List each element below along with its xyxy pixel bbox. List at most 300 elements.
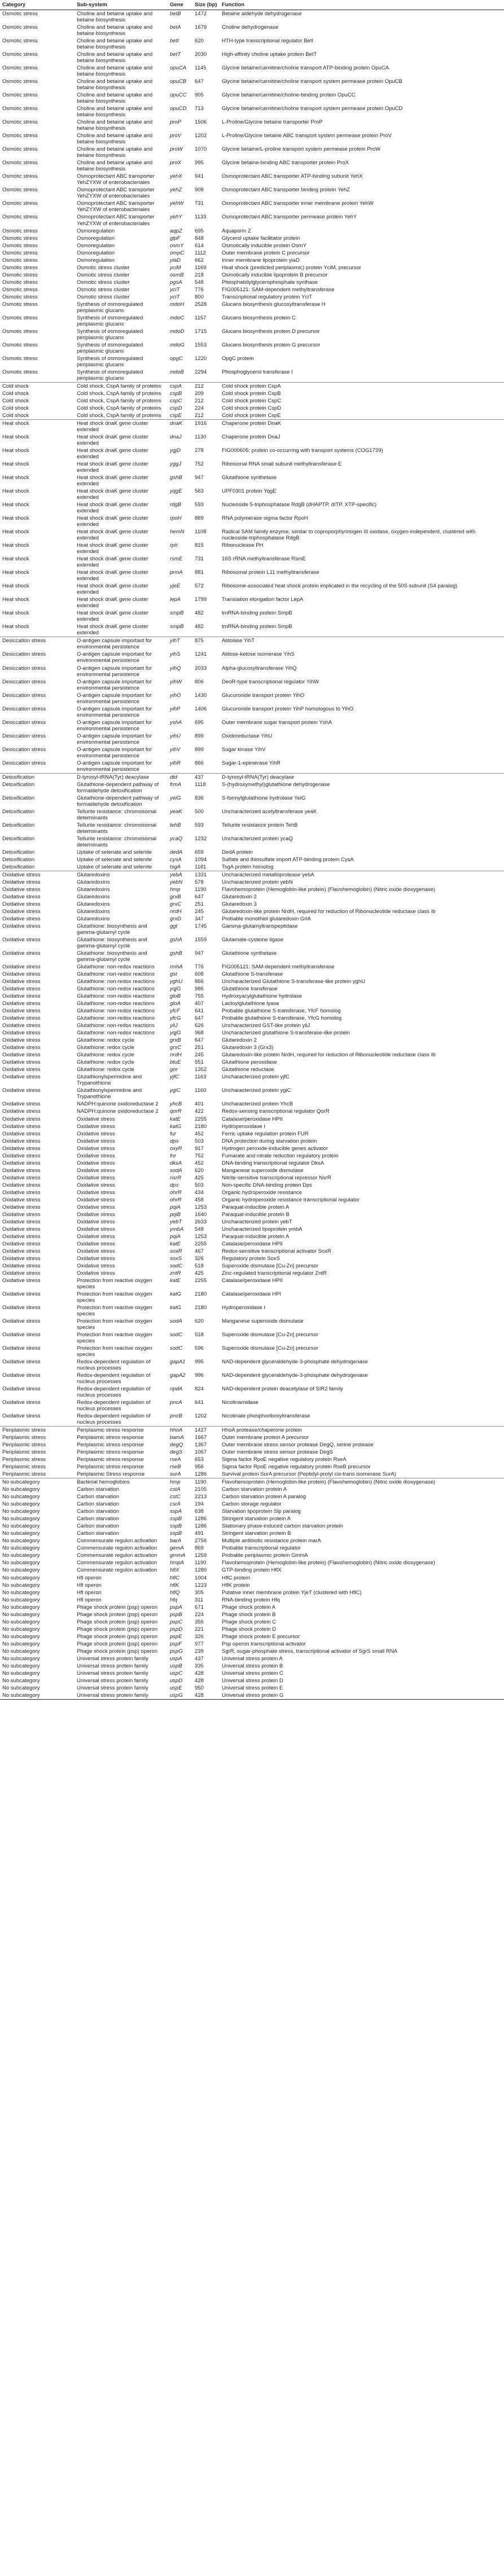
cell-function: Carbon storage regulator [222, 1501, 282, 1508]
cell-size: 251 [195, 1045, 204, 1051]
cell-subsystem: Carbon starvation [77, 1530, 119, 1537]
cell-function: Glucuronide transport protein YihP homologous to YihO [222, 705, 354, 712]
cell-subsystem: Osmotic stress cluster [77, 293, 130, 300]
cell-subsystem: O-antigen capsule important for environmental persistence [77, 705, 152, 718]
cell-size: 437 [195, 1655, 204, 1662]
table-row [0, 24, 504, 37]
cell-function: Glycine betaine/carnitine/choline transport system permease protein OpuCD [222, 106, 403, 112]
table-row [0, 1604, 504, 1611]
cell-subsystem: Hfl operon [77, 1582, 102, 1588]
cell-category: No subcategory [2, 1567, 40, 1574]
table-row [0, 293, 504, 301]
cell-function: Uncharacterized protein yjfC [222, 1074, 290, 1081]
cell-subsystem: Oxidative stress [77, 1204, 115, 1210]
cell-function: D-tyrosyl-tRNA(Tyr) deacylase [220, 773, 504, 781]
cell-function: Organic hydroperoxide resistance [222, 1189, 303, 1196]
cell-size: 1259 [195, 1552, 207, 1559]
table-row [0, 637, 504, 651]
cell-subsystem: Oxidative stress [77, 1248, 115, 1254]
cell-function: Outer membrane protein C precursor [222, 249, 310, 256]
cell-gene: uspC [170, 1670, 183, 1677]
cell-function: Outer membrane stress sensor protease DegQ, serine protease [222, 1442, 374, 1449]
cell-category: Heat shock [2, 447, 29, 454]
cell-gene: qorR [170, 1108, 182, 1115]
cell-size: 428 [192, 1692, 220, 1700]
cell-category: Oxidative stress [2, 1399, 41, 1406]
cell-function: Stringent starvation protein A [222, 1516, 291, 1522]
cell-category: Oxidative stress [2, 916, 41, 923]
cell-function: Universal stress protein B [222, 1662, 283, 1669]
cell-function: Tellurite resistance protein TehB [222, 822, 298, 828]
cell-category: Oxidative stress [2, 986, 41, 993]
table-row [0, 286, 504, 293]
table-row [0, 1145, 504, 1152]
cell-subsystem: Choline and betaine uptake and betaine biosynthesis [77, 38, 153, 51]
cell-size: 881 [195, 569, 204, 576]
cell-function: Osmotically inducible protein OsmY [222, 242, 306, 249]
cell-size: 1286 [195, 1516, 207, 1522]
cell-size: 356 [195, 1618, 204, 1625]
table-row [0, 528, 504, 542]
cell-subsystem: Cold shock, CspA family of proteins [77, 397, 161, 404]
cell-category: Oxidative stress [2, 1182, 41, 1188]
cell-function: Ribonuclease PH [222, 542, 264, 549]
cell-subsystem: Synthesis of osmoregulated periplasmic glucans [77, 301, 143, 314]
cell-function: L-Proline/Glycine betaine ABC transport system permease protein ProV [222, 133, 392, 139]
table-row [0, 1160, 504, 1167]
cell-category: No subcategory [2, 1648, 40, 1655]
cell-gene: mdoC [170, 314, 185, 321]
table-row [0, 1204, 504, 1211]
cell-category: Periplasmic stress [2, 1449, 46, 1456]
cell-subsystem: Heat shock dnaK gene cluster extended [77, 447, 148, 460]
cell-size: 212 [195, 412, 204, 419]
cell-category: Cold shock [2, 397, 29, 404]
cell-size: 1406 [195, 705, 207, 712]
cell-gene: dksA [170, 1160, 182, 1166]
cell-subsystem: Heat shock dnaK gene cluster extended [77, 515, 148, 528]
cell-category: No subcategory [2, 1589, 40, 1596]
cell-category: No subcategory [2, 1640, 40, 1647]
cell-subsystem: Carbon starvation [77, 1523, 119, 1530]
cell-gene: pspE [170, 1633, 182, 1640]
cell-category: Desiccation stress [2, 651, 46, 658]
cell-size: 245 [195, 1052, 204, 1059]
cell-subsystem: Hfl operon [77, 1574, 102, 1581]
cell-subsystem: Choline and betaine uptake and betaine biosynthesis [77, 78, 153, 91]
cell-function: Sugar-1-epimerase YihR [222, 760, 281, 766]
table-row [0, 328, 504, 341]
cell-size: 482 [195, 610, 204, 617]
table-row [0, 1270, 504, 1277]
cell-function: Multiple antibiotic resistance protein marA [222, 1538, 321, 1544]
cell-category: Desiccation stress [2, 746, 46, 753]
cell-category: Heat shock [2, 596, 29, 603]
table-row [0, 856, 504, 863]
cell-gene: proP [170, 119, 182, 126]
table-row [0, 1044, 504, 1051]
cell-category: Oxidative stress [2, 1218, 41, 1225]
cell-function: Osmoprotectant ABC transporter inner membrane protein YehW [222, 200, 374, 207]
cell-function: Glutathione peroxidase [222, 1059, 277, 1066]
cell-category: Heat shock [2, 542, 29, 549]
table-row [0, 64, 504, 78]
cell-subsystem: Choline and betaine uptake and betaine biosynthesis [77, 133, 153, 146]
cell-gene: gor [170, 1067, 178, 1073]
cell-category: No subcategory [2, 1560, 40, 1566]
cell-subsystem: Redox-dependent regulation of nucleus processes [77, 1359, 151, 1372]
table-row [0, 186, 504, 200]
cell-function: Glycine betaine-binding ABC transporter protein ProX [222, 160, 349, 166]
cell-category: Osmotic stress [2, 11, 38, 17]
cell-size: 1472 [195, 11, 207, 17]
cell-subsystem: Synthesis of osmoregulated periplasmic glucans [77, 314, 143, 327]
cell-gene: yfcF [170, 1008, 180, 1015]
table-row [0, 582, 504, 596]
table-row [0, 1331, 504, 1345]
header-size: Size (bp) [192, 0, 220, 10]
cell-category: Oxidative stress [2, 1045, 41, 1051]
cell-subsystem: Periplasmic stress response [77, 1434, 144, 1441]
cell-gene: cspA [168, 382, 192, 390]
cell-category: Oxidative stress [2, 971, 41, 978]
cell-function: Phosphatidylglycerophosphate synthase [222, 279, 318, 286]
cell-size: 467 [195, 1248, 204, 1254]
cell-subsystem: Glutathione: biosynthesis and gamma-glutamyl cycle [77, 937, 147, 950]
cell-size: 1352 [195, 1067, 207, 1073]
cell-size: 956 [195, 1464, 204, 1471]
cell-subsystem: Protection from reactive oxygen species [77, 1277, 152, 1290]
table-row [0, 1412, 504, 1427]
cell-function: S-(hydroxymethyl)glutathione dehydrogenase [222, 781, 330, 788]
cell-size: 917 [195, 1145, 204, 1152]
cell-function: Aldolase YihT [220, 637, 504, 651]
cell-function: DNA protection during starvation protein [222, 1138, 317, 1144]
cell-function: Stringent starvation protein B [222, 1530, 291, 1537]
cell-size: 908 [195, 187, 204, 194]
cell-gene: pspA [170, 1604, 182, 1610]
cell-category: Oxidative stress [2, 1270, 41, 1276]
cell-size: 1108 [195, 529, 207, 536]
cell-subsystem: Osmoregulation [77, 257, 115, 264]
table-row [0, 901, 504, 908]
cell-size: 752 [195, 461, 204, 468]
cell-size: 1112 [195, 249, 206, 256]
cell-subsystem: Carbon starvation [77, 1508, 119, 1515]
cell-gene: yihO [170, 692, 181, 699]
cell-subsystem: Redox-dependent regulation of nucleus processes [77, 1386, 151, 1399]
cell-function: FIG005121: SAM-dependent methyltransferase [222, 964, 335, 971]
cell-category: Oxidative stress [2, 1074, 41, 1081]
cell-subsystem: Periplasmic Stress response [77, 1471, 145, 1478]
cell-function: Uncharacterized protein yebT [222, 1218, 292, 1225]
cell-category: No subcategory [2, 1662, 40, 1669]
cell-subsystem: Glutathionylspermidine and Trypanothione [77, 1074, 142, 1087]
table-row [0, 569, 504, 582]
cell-gene: gst [170, 971, 177, 978]
cell-gene: proW [170, 146, 183, 153]
cell-category: Osmotic stress [2, 264, 38, 271]
cell-category: Desiccation stress [2, 705, 46, 712]
table-row [0, 1000, 504, 1007]
cell-function: Stationary phase-induced carbon starvation protein [222, 1523, 343, 1530]
cell-size: 1430 [195, 692, 207, 699]
cell-subsystem: Oxidative stress [77, 1130, 115, 1137]
cell-gene: sspB [170, 1516, 182, 1522]
cell-gene: ymbA [170, 1226, 184, 1232]
cell-function: Non-specific DNA-binding protein Dps [222, 1182, 312, 1188]
cell-subsystem: Periplasmic stress response [77, 1464, 144, 1471]
cell-subsystem: Osmoregulation [77, 242, 115, 249]
cell-gene: grxC [170, 901, 182, 908]
cell-size: 977 [195, 1640, 204, 1647]
cell-gene: yjfC [170, 1074, 179, 1081]
cell-subsystem: O-antigen capsule important for environmental persistence [77, 760, 152, 773]
cell-subsystem: Osmotic stress cluster [77, 279, 130, 286]
cell-function: Hydroxyacylglutathione hydrolase [222, 993, 303, 1000]
cell-function: Hydrogen peroxide-inducible genes activator [222, 1145, 328, 1152]
cell-category: No subcategory [2, 1604, 40, 1610]
cell-function: Superoxide dismutase [Cu-Zn] precursor [222, 1262, 319, 1269]
cell-subsystem: D-tyrosyl-tRNA(Tyr) deacylase [74, 773, 168, 781]
cell-size: 1286 [195, 1471, 207, 1478]
table-row [0, 1196, 504, 1204]
table-row [0, 950, 504, 963]
cell-function: Uncharacterized lipoprotein ymbA [222, 1226, 303, 1232]
cell-size: 2633 [195, 1218, 207, 1225]
cell-size: 755 [195, 993, 204, 1000]
cell-category: Oxidative stress [2, 1359, 41, 1366]
cell-function: High-affinity choline uptake protein BetT [222, 51, 317, 58]
cell-category: Cold shock [0, 382, 74, 390]
cell-subsystem: Commensurate regulon activation [77, 1560, 157, 1566]
table-row [0, 719, 504, 732]
cell-gene: yihT [168, 637, 192, 651]
cell-function: Universal stress protein A [222, 1655, 283, 1662]
table-row [0, 781, 504, 795]
cell-category: Oxidative stress [2, 879, 41, 885]
cell-function: Universal stress protein D [222, 1677, 283, 1684]
cell-size: 1553 [195, 341, 207, 348]
cell-gene: cstA [170, 1486, 181, 1493]
table-row [0, 419, 504, 433]
cell-size: 1163 [195, 1074, 207, 1081]
cell-size: 713 [195, 106, 204, 112]
cell-size: 1145 [195, 65, 207, 72]
cell-subsystem: NADPH:quinone oxidoreductase 2 [77, 1108, 159, 1115]
cell-function: Universal stress protein E [222, 1684, 283, 1691]
cell-gene: hhoA [168, 1427, 192, 1434]
table-row [0, 985, 504, 993]
cell-function: Universal stress protein G [220, 1692, 504, 1700]
cell-size: 1220 [195, 355, 207, 362]
cell-size: 347 [195, 916, 204, 923]
cell-category: Osmotic stress [2, 92, 38, 99]
table-row [0, 368, 504, 383]
cell-subsystem: Oxidative stress [77, 1123, 115, 1130]
cell-category: Oxidative stress [2, 1067, 41, 1073]
cell-function: Transcriptional regulatory protein YciT [222, 293, 312, 300]
cell-size: 1241 [195, 651, 207, 658]
table-row [0, 460, 504, 474]
cell-function: tmRNA-binding protein SmpB [222, 624, 292, 630]
cell-category: No subcategory [2, 1545, 40, 1552]
table-body [0, 10, 504, 1700]
cell-gene: grxC [170, 1045, 182, 1051]
cell-category: Periplasmic stress [2, 1442, 46, 1449]
cell-gene: rph [170, 542, 178, 549]
cell-category: No subcategory [2, 1618, 40, 1625]
cell-subsystem: Osmoprotectant ABC transporter YehZYXW of enterobacteriales [77, 173, 155, 186]
cell-subsystem: Phage shock protein (psp) operon [77, 1611, 158, 1618]
cell-size: 425 [195, 1174, 204, 1181]
cell-gene: surA [170, 1471, 181, 1478]
cell-size: 986 [195, 986, 204, 993]
cell-function: Cold shock protein CspC [222, 397, 282, 404]
cell-category: Oxidative stress [2, 923, 41, 930]
table-row [0, 1486, 504, 1493]
cell-size: 2030 [195, 51, 207, 58]
cell-subsystem: Protection from reactive oxygen species [77, 1304, 152, 1317]
cell-subsystem: Universal stress protein family [77, 1655, 148, 1662]
cell-function: Gamma-glutamyltranspeptidase [222, 923, 298, 930]
table-row [0, 200, 504, 213]
table-row [0, 249, 504, 257]
cell-function: Regulatory protein SoxS [222, 1255, 280, 1262]
cell-subsystem: Glutathione: non-redox reactions [77, 964, 155, 971]
cell-gene: cysA [170, 856, 182, 863]
cell-subsystem: Oxidative stress [77, 1152, 115, 1159]
cell-function: Flavohemoprotein (Hemoglobin-like protein) (Flavohemoglobin) (Nitric oxide dioxygenase) [220, 1478, 504, 1486]
cell-subsystem: Glutaredoxins [77, 894, 110, 901]
cell-gene: hmpA [170, 1560, 184, 1566]
cell-function: Sigma factor RpoE negative regulatory protein RseB precursor [222, 1464, 371, 1471]
cell-gene: gapA2 [170, 1372, 186, 1379]
cell-subsystem: Phage shock protein (psp) operon [77, 1633, 158, 1640]
cell-function: Uncharacterized glutathione S-transferase-like protein [222, 1030, 350, 1037]
table-row [0, 1116, 504, 1123]
cell-size: 824 [195, 1386, 204, 1393]
cell-category: Oxidative stress [2, 894, 41, 901]
table-row [0, 915, 504, 923]
table-row [0, 1174, 504, 1182]
table-row [0, 1277, 504, 1291]
cell-subsystem: Glutathione: biosynthesis and gamma-glutamyl cycle [77, 950, 147, 963]
cell-gene: gapA1 [170, 1359, 186, 1366]
cell-function: Nicotinamidase [222, 1399, 258, 1406]
table-row [0, 623, 504, 637]
cell-function: FIG000605: protein co-occurring with transport systems (COG1739) [222, 447, 383, 454]
cell-size: 1559 [195, 937, 207, 943]
cell-size: 776 [195, 286, 204, 293]
cell-category: Oxidative stress [2, 1152, 41, 1159]
cell-subsystem: Choline and betaine uptake and betaine biosynthesis [77, 106, 153, 119]
cell-category: No subcategory [2, 1626, 40, 1633]
cell-category: Osmotic stress [2, 187, 38, 194]
cell-subsystem: Glutathione: non-redox reactions [77, 986, 155, 993]
table-row [0, 1449, 504, 1456]
table-header-row [0, 0, 504, 10]
cell-function: Radical SAM family enzyme, similar to coproporphyrinogen III oxidase, oxygen-independent, clustered with nucleoside-triphosphatase RdgB [222, 529, 476, 542]
cell-subsystem: Commensurate regulon activation [77, 1567, 157, 1574]
cell-subsystem: Heat shock dnaK gene cluster extended [77, 502, 148, 515]
cell-size: 572 [195, 583, 204, 590]
cell-gene: osmB [170, 271, 184, 278]
table-row [0, 1059, 504, 1066]
cell-size: 1202 [195, 133, 207, 139]
cell-category: No subcategory [2, 1538, 40, 1544]
cell-category: No subcategory [2, 1516, 40, 1522]
cell-category: Oxidative stress [2, 1233, 41, 1240]
cell-category: No subcategory [2, 1582, 40, 1588]
cell-subsystem: NADPH:quinone oxidoreductase 2 [77, 1101, 159, 1108]
table-row [0, 1500, 504, 1508]
table-row [0, 732, 504, 746]
cell-function: Uncharacterized protein ygiC [222, 1087, 291, 1094]
cell-gene: cspC [170, 397, 182, 404]
cell-size: 800 [195, 293, 204, 300]
cell-gene: yehZ [170, 187, 182, 194]
cell-gene: zntR [170, 1270, 181, 1276]
cell-category: No subcategory [2, 1552, 40, 1559]
table-row [0, 893, 504, 901]
table-row [0, 1022, 504, 1029]
cell-subsystem: Universal stress protein family [77, 1684, 148, 1691]
cell-function: Ribosomal protein L11 methyltransferase [222, 569, 319, 576]
table-row [0, 760, 504, 774]
cell-size: 311 [195, 1596, 204, 1603]
table-row [0, 1182, 504, 1189]
cell-function: Phage shock protein D [222, 1626, 277, 1633]
cell-gene: yqjG [170, 986, 181, 993]
cell-subsystem: Choline and betaine uptake and betaine biosynthesis [77, 11, 153, 24]
cell-subsystem: Oxidative stress [77, 1160, 115, 1166]
cell-gene: osmY [170, 242, 184, 249]
cell-subsystem: Osmotic stress cluster [77, 271, 130, 278]
table-row [0, 1385, 504, 1399]
table-row [0, 405, 504, 412]
cell-function: Paraquat-inducible protein A [222, 1233, 290, 1240]
table-row [0, 596, 504, 609]
cell-category: Cold shock [2, 412, 29, 419]
cell-category: Oxidative stress [2, 978, 41, 985]
cell-subsystem: Osmoregulation [77, 249, 115, 256]
cell-size: 1004 [195, 1574, 207, 1581]
cell-category: Osmotic stress [2, 301, 38, 308]
cell-gene: yjeE [170, 583, 181, 590]
cell-category: Oxidative stress [2, 1145, 41, 1152]
table-row [0, 159, 504, 173]
cell-function: Glycine betaine/carnitine/choline transport system permease protein OpuCB [222, 78, 402, 85]
cell-gene: yihR [170, 760, 181, 766]
cell-subsystem: Oxidative stress [77, 1226, 115, 1232]
cell-function: Catalase/peroxidase HPII [222, 1277, 283, 1284]
cell-subsystem: Oxidative stress [77, 1145, 115, 1152]
cell-subsystem: Oxidative stress [77, 1116, 115, 1122]
cell-gene: uspG [168, 1692, 192, 1700]
table-row [0, 1100, 504, 1108]
cell-size: 647 [195, 78, 204, 85]
cell-category: No subcategory [2, 1670, 40, 1677]
cell-size: 221 [195, 1626, 204, 1633]
cell-gene: cspB [170, 390, 182, 397]
cell-subsystem: Heat shock dnaK gene cluster extended [77, 529, 148, 542]
cell-subsystem: Periplasmic stress response [74, 1427, 168, 1434]
cell-size: 209 [195, 390, 204, 397]
cell-function: Catalase/peroxidase HPII [222, 1116, 283, 1122]
cell-gene: gloB [170, 993, 181, 1000]
cell-function: DNA-binding transcriptional regulator DksA [222, 1160, 325, 1166]
